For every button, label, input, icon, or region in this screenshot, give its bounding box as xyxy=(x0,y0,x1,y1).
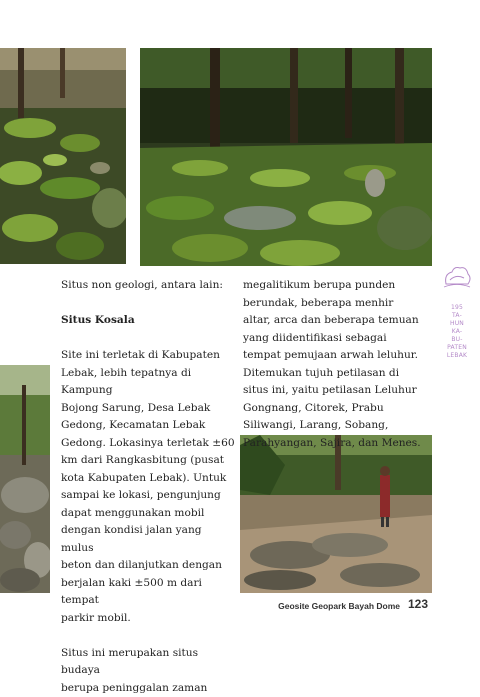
text-line: Gongnang, Citorek, Prabu xyxy=(243,400,428,418)
photo-stone-terrace-visitor xyxy=(240,435,432,593)
text-line: sampai ke lokasi, pengunjung xyxy=(61,487,236,505)
sidebar-line: HUN xyxy=(440,320,474,328)
text-line: Parahyangan, Sajira, dan Menes. xyxy=(243,435,428,453)
text-line: altar, arca dan beberapa temuan xyxy=(243,312,428,330)
spacer xyxy=(61,295,236,313)
text-line: situs ini, yaitu petilasan Leluhur xyxy=(243,382,428,400)
sidebar-line: PATEN xyxy=(440,344,474,352)
text-line: km dari Rangkasbitung (pusat xyxy=(61,452,236,470)
text-line: Gedong. Lokasinya terletak ±60 xyxy=(61,435,236,453)
text-line: berundak, beberapa menhir xyxy=(243,295,428,313)
text-line: megalitikum berupa punden xyxy=(243,277,428,295)
text-line: Bojong Sarung, Desa Lebak xyxy=(61,400,236,418)
spacer xyxy=(61,330,236,348)
photo-mossy-stones-left xyxy=(0,48,126,264)
sidebar-anniversary-text xyxy=(440,304,474,360)
sidebar-line: LEBAK xyxy=(440,352,474,360)
text-column-right xyxy=(243,277,428,452)
sidebar-line: TA- xyxy=(440,312,474,320)
text-line: Lebak, lebih tepatnya di Kampung xyxy=(61,365,236,400)
photo-forest-stone-path xyxy=(140,48,432,266)
text-line: dapat menggunakan mobil xyxy=(61,505,236,523)
spacer xyxy=(61,627,236,645)
anniversary-logo-icon xyxy=(440,262,474,292)
sidebar-line: KA- xyxy=(440,328,474,336)
text-column-left xyxy=(61,277,236,697)
text-line: tempat pemujaan arwah leluhur. xyxy=(243,347,428,365)
page-number: 123 xyxy=(408,597,428,611)
intro-line: Situs non geologi, antara lain: xyxy=(61,277,236,295)
footer-title: Geosite Geopark Bayah Dome xyxy=(278,601,400,611)
sidebar-line: 195 xyxy=(440,304,474,312)
text-line: Siliwangi, Larang, Sobang, xyxy=(243,417,428,435)
photo-rocks-trees xyxy=(0,365,50,593)
text-line: berupa peninggalan zaman xyxy=(61,680,236,697)
text-line: dengan kondisi jalan yang mulus xyxy=(61,522,236,557)
text-line: beton dan dilanjutkan dengan xyxy=(61,557,236,575)
text-line: Site ini terletak di Kabupaten xyxy=(61,347,236,365)
text-line: Situs ini merupakan situs budaya xyxy=(61,645,236,680)
section-heading: Situs Kosala xyxy=(61,312,236,330)
text-line: yang diidentifikasi sebagai xyxy=(243,330,428,348)
text-line: Gedong, Kecamatan Lebak xyxy=(61,417,236,435)
text-line: Ditemukan tujuh petilasan di xyxy=(243,365,428,383)
sidebar-line: BU- xyxy=(440,336,474,344)
text-line: berjalan kaki ±500 m dari tempat xyxy=(61,575,236,610)
text-line: kota Kabupaten Lebak). Untuk xyxy=(61,470,236,488)
text-line: parkir mobil. xyxy=(61,610,236,628)
